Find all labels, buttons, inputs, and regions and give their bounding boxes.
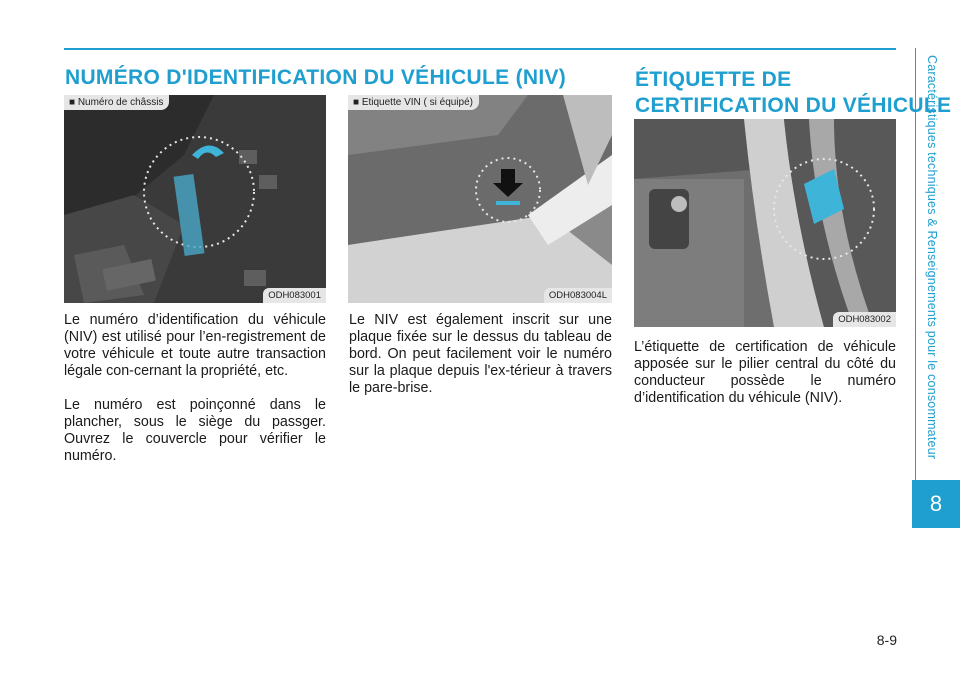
section-title-certification-line1: ÉTIQUETTE DE — [635, 68, 792, 91]
chassis-floor-illustration — [64, 95, 326, 303]
section-title-certification — [635, 67, 951, 119]
figure-chassis-number — [64, 95, 326, 303]
paragraph-niv-usage: Le numéro d’identification du véhicule (NIV) est utilisé pour l’en-registrement de votre véhicule et toute autre transaction légale con-cernant la propriété, etc. — [64, 312, 326, 379]
figure-certification-label — [634, 119, 896, 327]
figure-code: ODH083002 — [833, 312, 896, 327]
figure-label: ■ Etiquette VIN ( si équipé) — [348, 95, 479, 110]
page-number: 8-9 — [876, 632, 897, 648]
figure-label: ■ Numéro de châssis — [64, 95, 169, 110]
paragraph-vin-plate: Le NIV est également inscrit sur une plaque fixée sur le dessus du tableau de bord. On peut facilement voir le numéro sur la plaque depuis l'ex-térieur à travers le pare-brise. — [349, 312, 612, 396]
paragraph-certification-label: L’étiquette de certification de véhicule apposée sur le pilier central du côté du conducteur possède le numéro d’identification du véhicule (NIV). — [634, 339, 896, 406]
figure-code: ODH083004L — [544, 288, 612, 303]
top-rule — [64, 48, 896, 50]
paragraph-niv-location: Le numéro est poinçonné dans le plancher, sous le siège du passger. Ouvrez le couvercle pour vérifier le numéro. — [64, 397, 326, 464]
figure-code: ODH083001 — [263, 288, 326, 303]
figure-vin-label — [348, 95, 612, 303]
section-title-certification-line2: CERTIFICATION DU VÉHICULE — [635, 94, 952, 117]
windshield-illustration — [348, 95, 612, 303]
chapter-number-tab: 8 — [912, 480, 960, 528]
section-title-niv: NUMÉRO D'IDENTIFICATION DU VÉHICULE (NIV) — [65, 66, 567, 89]
b-pillar-illustration — [634, 119, 896, 327]
chapter-side-title-text: Caractéristiques techniques & Renseignements pour le consommateur — [925, 55, 939, 460]
side-rule — [915, 48, 916, 528]
